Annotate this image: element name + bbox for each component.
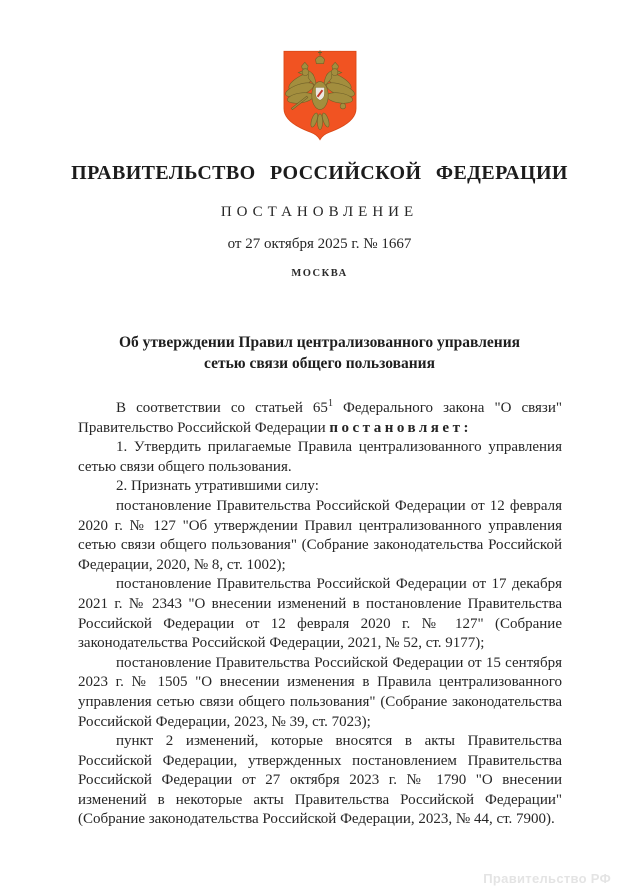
document-title-line2: сетью связи общего пользования (204, 355, 435, 372)
intro-paragraph (78, 399, 562, 438)
document-type-label: ПОСТАНОВЛЕНИЕ (220, 204, 419, 220)
body-paragraph-5: постановление Правительства Российской Федерации от 15 сентября 2023 г. № 1505 "О внесении изменения в Правила централизованного управления сетью связи общего пользования" (Собрание законодательства Российской Федерации, 2023, № 39, ст. 7023); (78, 654, 562, 730)
decree-word: постановляет: (329, 419, 472, 436)
body-paragraph-4: постановление Правительства Российской Федерации от 17 декабря 2021 г. № 2343 "О внесении изменений в постановление Правительства Российской Федерации от 12 февраля 2020 г. № 127" (Собрание законодательства Российской Федерации, 2021, № 52, ст. 9177); (78, 576, 562, 652)
body-paragraph-3: постановление Правительства Российской Федерации от 12 февраля 2020 г. № 127 "Об утверждении Правил централизованного управления сетью связи общего пользования" (Собрание законодательства Российской Федерации, 2020, № 8, ст. 1002); (78, 497, 562, 573)
government-watermark: Правительство РФ (483, 871, 611, 886)
coat-of-arms-russia-icon (0, 0, 639, 143)
city-label: МОСКВА (291, 268, 348, 279)
document-body (78, 399, 562, 830)
issuing-authority-title: ПРАВИТЕЛЬСТВО РОССИЙСКОЙ ФЕДЕРАЦИИ (71, 162, 568, 184)
date-and-number: от 27 октября 2025 г. № 1667 (227, 236, 412, 252)
intro-text-before-sup: В соответствии со статьей 65 (116, 400, 328, 416)
body-paragraph-6: пункт 2 изменений, которые вносятся в акты Правительства Российской Федерации, утвержденных постановлением Правительства Российской Федерации от 27 октября 2023 г. № 1790 "О внесении изменений в некоторые акты Правительства Российской Федерации" (Собрание законодательства Российской Федерации, 2023, № 44, ст. 7900). (78, 733, 562, 828)
coat-of-arms-svg (279, 48, 361, 143)
body-paragraph-1: 1. Утвердить прилагаемые Правила централизованного управления сетью связи общего пользования. (78, 439, 562, 475)
body-paragraph-2: 2. Признать утратившими силу: (116, 478, 319, 495)
footnote-superscript: 1 (327, 398, 333, 409)
document-title-line1: Об утверждении Правил централизованного управления (118, 334, 521, 351)
document-title (0, 332, 639, 374)
intro-text-after-sup: Федерального закона "О связи" Правительство Российской Федерации (78, 400, 562, 436)
